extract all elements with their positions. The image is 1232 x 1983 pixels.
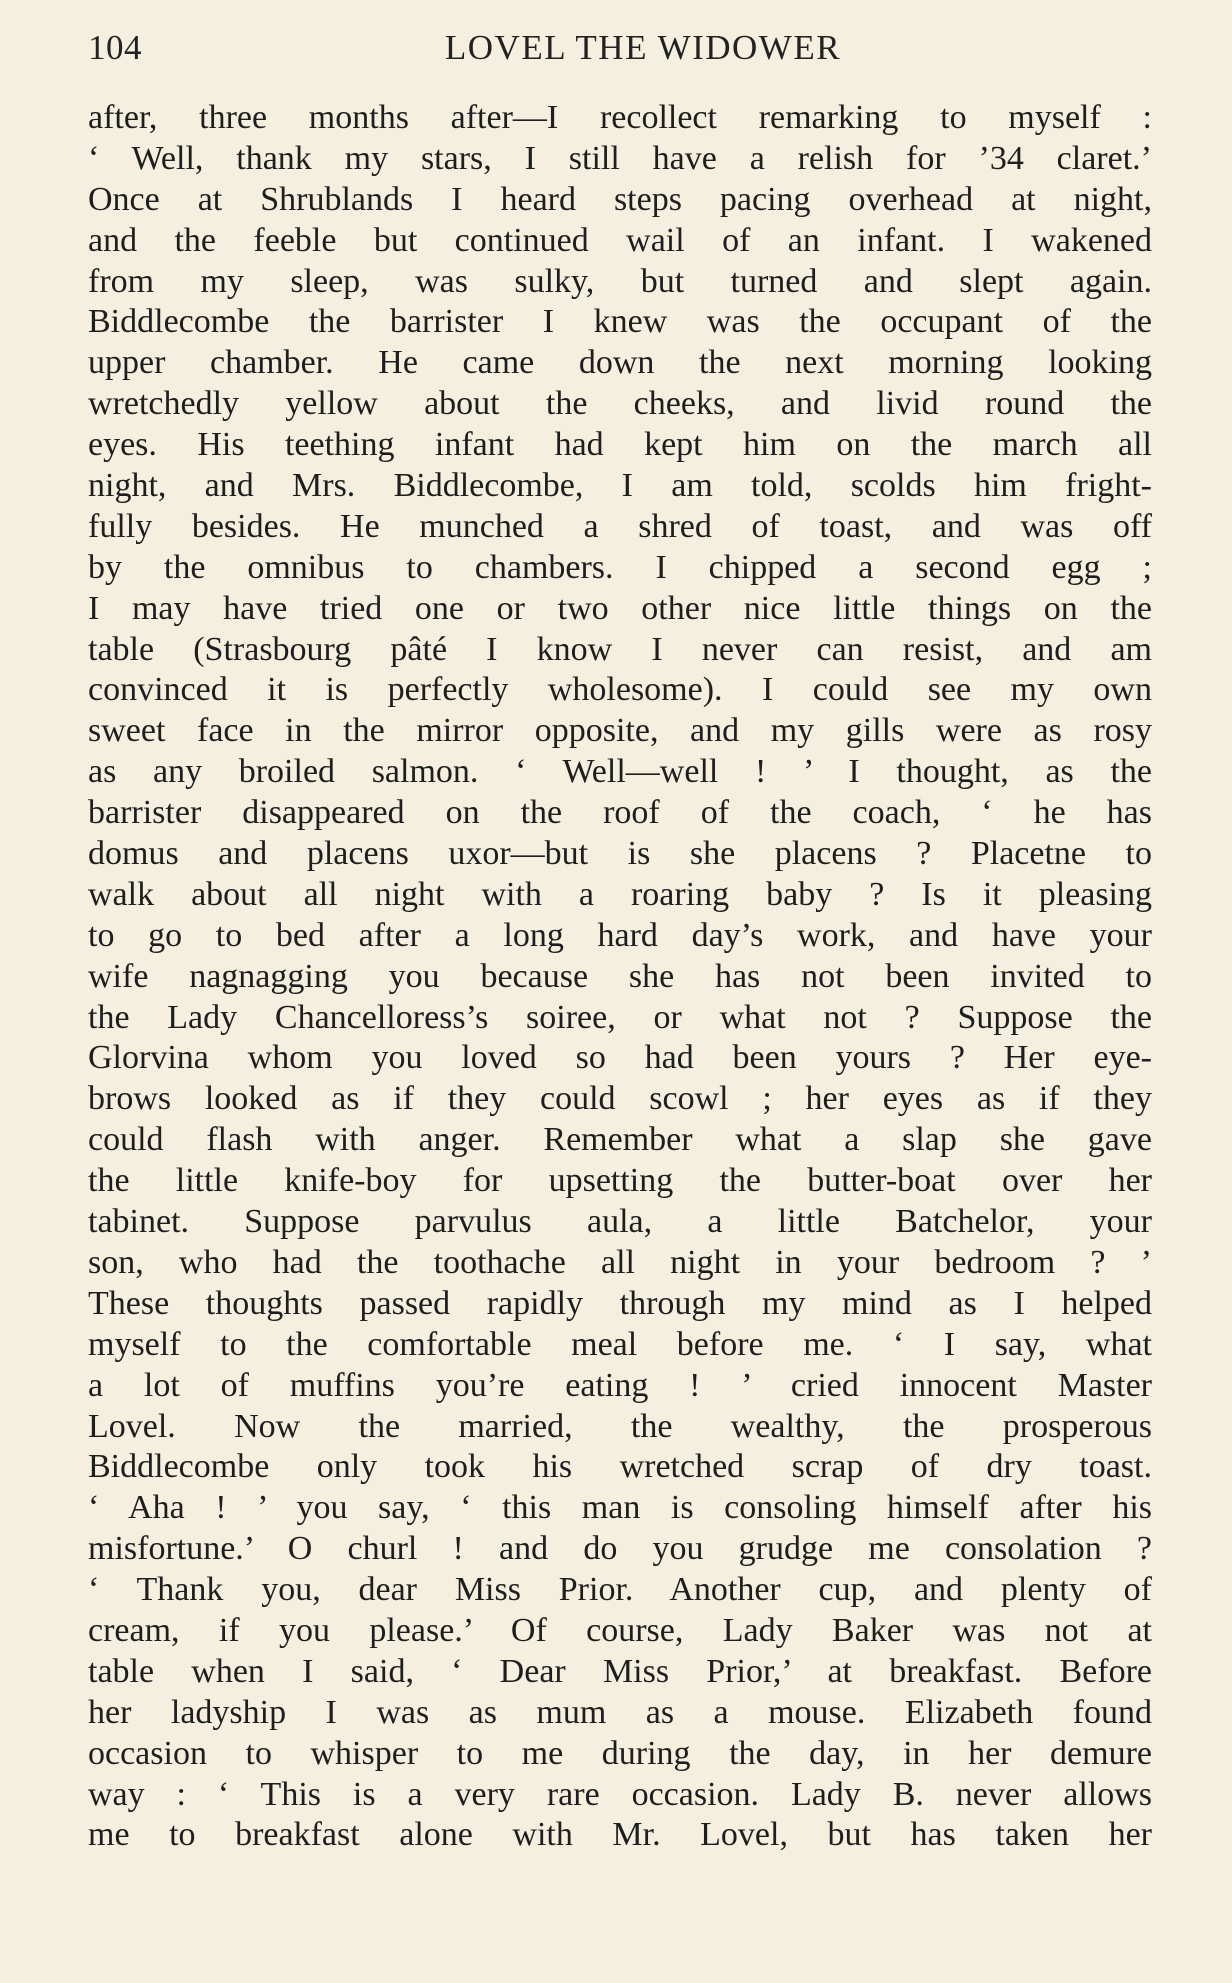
text-line: walk about all night with a roaring baby ? Is it pleasing [88, 875, 1152, 913]
text-line: convinced it is perfectly wholesome). I could see my own [88, 671, 1152, 709]
text-line: me to breakfast alone with Mr. Lovel, but has taken her [88, 1816, 1152, 1854]
text-line: as any broiled salmon. ‘ Well—well ! ’ I thought, as the [88, 753, 1152, 791]
text-line: Once at Shrublands I heard steps pacing overhead at night, [88, 180, 1152, 218]
text-line: after, three months after—I recollect remarking to myself : [88, 99, 1152, 136]
text-line: eyes. His teething infant had kept him on the march all [88, 426, 1152, 464]
text-line: upper chamber. He came down the next morning looking [88, 344, 1152, 382]
text-line: wife nagnagging you because she has not been invited to [88, 957, 1152, 995]
running-head: LOVEL THE WIDOWER [444, 28, 842, 67]
text-line: way : ‘ This is a very rare occasion. Lady B. never allows [88, 1775, 1152, 1813]
text-line: Biddlecombe the barrister I knew was the occupant of the [88, 303, 1152, 341]
text-line: domus and placens uxor—but is she placens ? Placetne to [88, 835, 1152, 873]
text-line: her ladyship I was as mum as a mouse. Elizabeth found [88, 1693, 1152, 1731]
text-line: ‘ Well, thank my stars, I still have a relish for ’34 claret.’ [88, 139, 1152, 177]
text-line: misfortune.’ O churl ! and do you grudge me consolation ? [88, 1530, 1152, 1568]
body-text [88, 98, 1152, 1856]
text-line: Lovel. Now the married, the wealthy, the prosperous [88, 1407, 1152, 1445]
text-line: These thoughts passed rapidly through my mind as I helped [88, 1284, 1152, 1322]
text-line: Glorvina whom you loved so had been yours ? Her eye- [88, 1039, 1152, 1077]
text-line: occasion to whisper to me during the day, in her demure [88, 1734, 1152, 1772]
text-line: table (Strasbourg pâté I know I never can resist, and am [88, 630, 1152, 668]
text-line: from my sleep, was sulky, but turned and slept again. [88, 262, 1152, 300]
text-line: tabinet. Suppose parvulus aula, a little Batchelor, your [88, 1203, 1152, 1241]
text-line: son, who had the toothache all night in your bedroom ? ’ [88, 1243, 1152, 1281]
text-line: and the feeble but continued wail of an infant. I wakened [88, 221, 1152, 259]
text-line: I may have tried one or two other nice little things on the [88, 589, 1152, 627]
text-line: wretchedly yellow about the cheeks, and livid round the [88, 385, 1152, 423]
text-line: cream, if you please.’ Of course, Lady Baker was not at [88, 1611, 1152, 1649]
text-line: brows looked as if they could scowl ; her eyes as if they [88, 1080, 1152, 1118]
text-line: ‘ Aha ! ’ you say, ‘ this man is consoling himself after his [88, 1489, 1152, 1527]
text-line: barrister disappeared on the roof of the coach, ‘ he has [88, 794, 1152, 832]
text-line: the Lady Chancelloress’s soiree, or what not ? Suppose the [88, 998, 1152, 1036]
text-line: to go to bed after a long hard day’s work, and have your [88, 916, 1152, 954]
text-line: night, and Mrs. Biddlecombe, I am told, scolds him fright- [88, 467, 1152, 505]
text-line: ‘ Thank you, dear Miss Prior. Another cup, and plenty of [88, 1571, 1152, 1609]
text-line: the little knife-boy for upsetting the butter-boat over her [88, 1162, 1152, 1200]
text-line: fully besides. He munched a shred of toast, and was off [88, 507, 1152, 545]
text-line: table when I said, ‘ Dear Miss Prior,’ at breakfast. Before [88, 1652, 1152, 1690]
text-line: sweet face in the mirror opposite, and my gills were as rosy [88, 712, 1152, 750]
page-header [88, 22, 1158, 72]
text-line: a lot of muffins you’re eating ! ’ cried innocent Master [88, 1366, 1152, 1404]
text-line: Biddlecombe only took his wretched scrap of dry toast. [88, 1448, 1152, 1486]
page-number: 104 [88, 28, 142, 67]
text-line: myself to the comfortable meal before me. ‘ I say, what [88, 1325, 1152, 1363]
text-line: by the omnibus to chambers. I chipped a second egg ; [88, 548, 1152, 586]
text-line: could flash with anger. Remember what a slap she gave [88, 1121, 1152, 1159]
